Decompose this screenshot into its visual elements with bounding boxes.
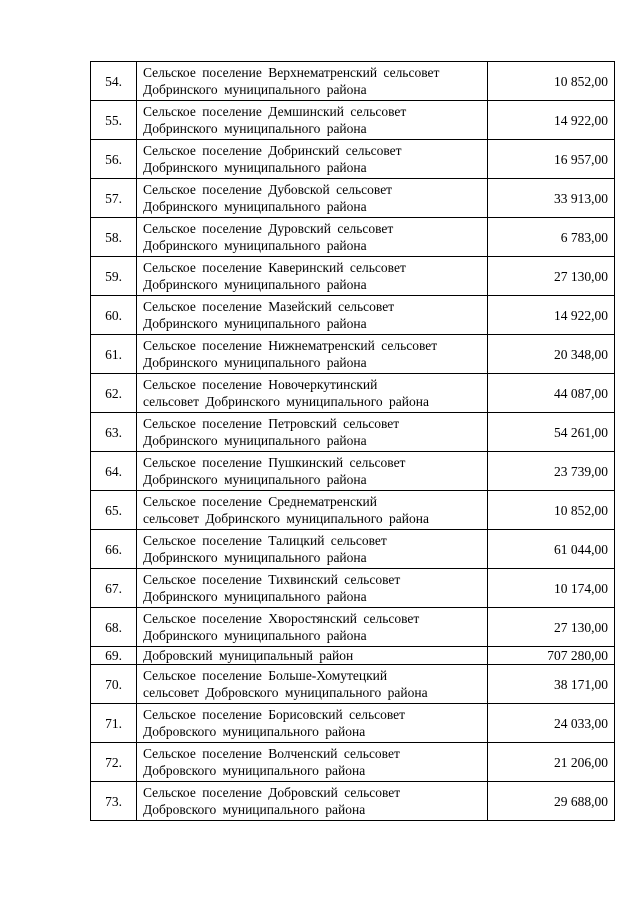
- settlement-name-cell: [137, 608, 488, 647]
- amount-cell: 33 913,00: [488, 179, 615, 218]
- allocation-table: [90, 61, 615, 821]
- amount-cell: 10 852,00: [488, 491, 615, 530]
- amount-cell: 707 280,00: [488, 647, 615, 665]
- row-number: 71.: [91, 704, 137, 743]
- table-row: [91, 218, 615, 257]
- district-name-cell: [137, 647, 488, 665]
- settlement-name: Сельское поселение Пушкинский сельсовет Добринского муниципального района: [143, 455, 406, 487]
- row-number: 56.: [91, 140, 137, 179]
- amount-cell: 10 852,00: [488, 62, 615, 101]
- amount-cell: 6 783,00: [488, 218, 615, 257]
- settlement-name: Сельское поселение Волченский сельсовет Добровского муниципального района: [143, 746, 400, 778]
- table-row: [91, 782, 615, 821]
- settlement-name: Сельское поселение Больше-Хомутецкий сельсовет Добровского муниципального района: [143, 668, 428, 700]
- settlement-name-cell: [137, 257, 488, 296]
- amount-cell: 27 130,00: [488, 257, 615, 296]
- row-number: 60.: [91, 296, 137, 335]
- table-row: [91, 452, 615, 491]
- amount-cell: 20 348,00: [488, 335, 615, 374]
- row-number: 70.: [91, 665, 137, 704]
- row-number: 61.: [91, 335, 137, 374]
- table-row: [91, 665, 615, 704]
- settlement-name-cell: [137, 374, 488, 413]
- amount-cell: 29 688,00: [488, 782, 615, 821]
- settlement-name-cell: [137, 782, 488, 821]
- table-row: [91, 647, 615, 665]
- settlement-name: Сельское поселение Каверинский сельсовет Добринского муниципального района: [143, 260, 406, 292]
- settlement-name-cell: [137, 335, 488, 374]
- settlement-name-cell: [137, 665, 488, 704]
- table-row: [91, 257, 615, 296]
- amount-cell: 14 922,00: [488, 101, 615, 140]
- row-number: 72.: [91, 743, 137, 782]
- settlement-name: Сельское поселение Среднематренский сельсовет Добринского муниципального района: [143, 494, 429, 526]
- row-number: 68.: [91, 608, 137, 647]
- settlement-name-cell: [137, 101, 488, 140]
- settlement-name-cell: [137, 530, 488, 569]
- settlement-name: Сельское поселение Хворостянский сельсовет Добринского муниципального района: [143, 611, 420, 643]
- table-row: [91, 62, 615, 101]
- table-row: [91, 335, 615, 374]
- table-row: [91, 140, 615, 179]
- settlement-name-cell: [137, 704, 488, 743]
- settlement-name: Сельское поселение Новочеркутинский сельсовет Добринского муниципального района: [143, 377, 429, 409]
- row-number: 66.: [91, 530, 137, 569]
- table-row: [91, 491, 615, 530]
- table-row: [91, 101, 615, 140]
- row-number: 67.: [91, 569, 137, 608]
- row-number: 63.: [91, 413, 137, 452]
- row-number: 65.: [91, 491, 137, 530]
- settlement-name: Сельское поселение Демшинский сельсовет Добринского муниципального района: [143, 104, 407, 136]
- table-row: [91, 569, 615, 608]
- row-number: 64.: [91, 452, 137, 491]
- settlement-name: Сельское поселение Талицкий сельсовет Добринского муниципального района: [143, 533, 387, 565]
- row-number: 69.: [91, 647, 137, 665]
- settlement-name: Сельское поселение Петровский сельсовет Добринского муниципального района: [143, 416, 400, 448]
- settlement-name: Сельское поселение Тихвинский сельсовет Добринского муниципального района: [143, 572, 401, 604]
- settlement-name-cell: [137, 569, 488, 608]
- settlement-name-cell: [137, 296, 488, 335]
- settlement-name-cell: [137, 491, 488, 530]
- settlement-name: Сельское поселение Добровский сельсовет Добровского муниципального района: [143, 785, 401, 817]
- settlement-name: Сельское поселение Верхнематренский сельсовет Добринского муниципального района: [143, 65, 440, 97]
- settlement-name-cell: [137, 452, 488, 491]
- row-number: 55.: [91, 101, 137, 140]
- table-row: [91, 530, 615, 569]
- settlement-name-cell: [137, 140, 488, 179]
- settlement-name: Сельское поселение Мазейский сельсовет Добринского муниципального района: [143, 299, 395, 331]
- amount-cell: 38 171,00: [488, 665, 615, 704]
- amount-cell: 61 044,00: [488, 530, 615, 569]
- amount-cell: 10 174,00: [488, 569, 615, 608]
- settlement-name-cell: [137, 179, 488, 218]
- table-row: [91, 608, 615, 647]
- settlement-name-cell: [137, 62, 488, 101]
- amount-cell: 16 957,00: [488, 140, 615, 179]
- amount-cell: 54 261,00: [488, 413, 615, 452]
- settlement-name: Сельское поселение Нижнематренский сельсовет Добринского муниципального района: [143, 338, 438, 370]
- amount-cell: 44 087,00: [488, 374, 615, 413]
- table-row: [91, 413, 615, 452]
- row-number: 73.: [91, 782, 137, 821]
- table-row: [91, 179, 615, 218]
- settlement-name: Сельское поселение Дубовской сельсовет Добринского муниципального района: [143, 182, 393, 214]
- amount-cell: 24 033,00: [488, 704, 615, 743]
- amount-cell: 23 739,00: [488, 452, 615, 491]
- table-row: [91, 743, 615, 782]
- amount-cell: 27 130,00: [488, 608, 615, 647]
- settlement-name-cell: [137, 743, 488, 782]
- district-name: Добровский муниципальный район: [143, 648, 354, 663]
- settlement-name: Сельское поселение Борисовский сельсовет Добровского муниципального района: [143, 707, 406, 739]
- settlement-name-cell: [137, 413, 488, 452]
- amount-cell: 21 206,00: [488, 743, 615, 782]
- row-number: 59.: [91, 257, 137, 296]
- row-number: 57.: [91, 179, 137, 218]
- table-row: [91, 374, 615, 413]
- settlement-name-cell: [137, 218, 488, 257]
- settlement-name: Сельское поселение Добринский сельсовет Добринского муниципального района: [143, 143, 402, 175]
- table-row: [91, 704, 615, 743]
- table-row: [91, 296, 615, 335]
- row-number: 58.: [91, 218, 137, 257]
- row-number: 62.: [91, 374, 137, 413]
- settlement-name: Сельское поселение Дуровский сельсовет Добринского муниципального района: [143, 221, 394, 253]
- row-number: 54.: [91, 62, 137, 101]
- amount-cell: 14 922,00: [488, 296, 615, 335]
